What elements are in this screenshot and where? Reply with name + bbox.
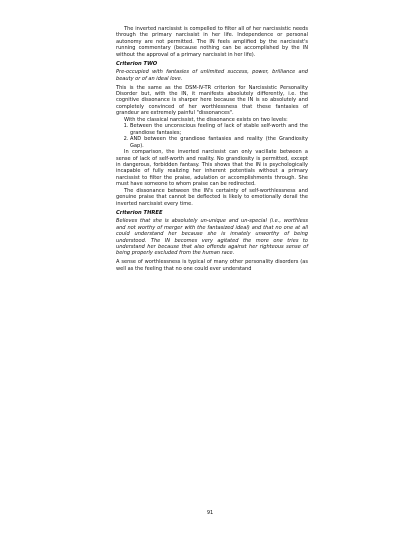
criterion-three-heading: Criterion THREE <box>116 210 163 217</box>
criterion-two-body: This is the same as the DSM-IV-TR criterion for Narcissistic Personality Disorder but, with the IN, it manifests absolutely differently, i.e. the cognitive dissonance is sharper here because the IN is so absolutely and completely convinced of her worthlessness that these fantasies of grandeur are extremely painful "dissonances". <box>116 84 308 117</box>
dissonance-intro: With the classical narcissist, the dissonance exists on two levels: <box>124 116 288 123</box>
comparison-paragraph: In comparison, the inverted narcissist can only vacillate between a sense of lack of self-worth and reality. No grandiosity is permitted, except in dangerous, forbidden fantasy. This shows that the IN is psychologically incapable of fully realizing her inherent potentials without a primary narcissist to filter the praise, adulation or accomplishments through. She must have someone to whom praise can be redirected. <box>116 149 308 188</box>
criterion-two-heading: Criterion TWO <box>116 61 158 68</box>
list-item: 2. AND between the grandiose fantasies and reality (the Grandiosity Gap). <box>130 136 308 149</box>
page-number: 91 <box>206 510 214 516</box>
worthlessness-paragraph: A sense of worthlessness is typical of many other personality disorders (as well as the feeling that no one could ever understand <box>116 259 308 272</box>
page-text-column <box>116 26 308 272</box>
list-item: 1. Between the unconscious feeling of lack of stable self-worth and the grandiose fantasies; <box>130 123 308 136</box>
dissonance-between-paragraph: The dissonance between the IN's certainty of self-worthlessness and genuine praise that cannot be deflected is likely to emotionally derail the inverted narcissist every time. <box>116 187 308 207</box>
intro-paragraph: The inverted narcissist is compelled to filter all of her narcissistic needs through the primary narcissist in her life. Independence or personal autonomy are not permitted. The IN feels amplified by the narcissist's running commentary (because nothing can be accomplished by the IN without the approval of a primary narcissist in her life). <box>116 26 308 58</box>
criterion-two-quote: Pre-occupied with fantasies of unlimited success, power, brilliance and beauty or of an ideal love. <box>116 69 308 82</box>
dissonance-levels-list <box>116 123 308 149</box>
criterion-three-quote: Believes that she is absolutely un-unique and un-special (i.e., worthless and not worthy of merger with the fantasized ideal) and that no one at all could understand her because she is innately unworthy of being understood. The IN becomes very agitated the more one tries to understand her because that also offends against her righteous sense of being properly excluded from the human race. <box>116 218 308 257</box>
